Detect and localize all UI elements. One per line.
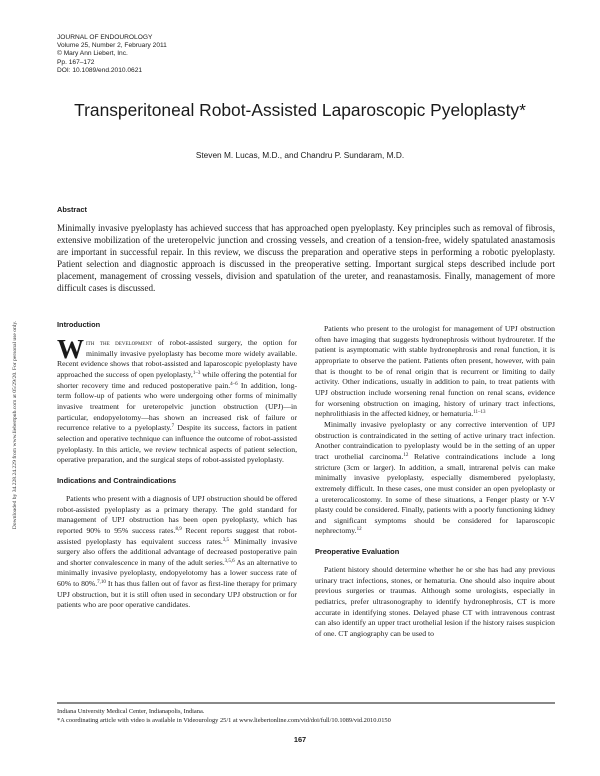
introduction-paragraph: With the development of robot-assisted surgery, the option for minimally invasive pyeloplasty has become more widely available. Recent evidence shows that robot-assisted and laparoscopic pyeloplasty have approached the success of open pyeloplasty,$^{1-3}$ while offering the potential for shorter recovery time and reduced postoperative pain.$^{4-6}$ In addition, long-term follow-up of patients who were undergoing other forms of minimally invasive treatment for ureteropelvic junction obstruction (UPJ)—in particular, endopyelotomy—has shown an increased risk of failure or recurrence relative to a pyeloplasty.$^7$ Despite its success, factors in patient selection and operative technique can influence the outcome of robot-assisted pyeloplasty. In this article, we review technical aspects of patient selection, operative preparation, and the surgical steps of robot-assisted pyeloplasty. bbox=[57, 334, 298, 465]
journal-name: JOURNAL OF ENDOUROLOGY bbox=[57, 34, 153, 41]
left-column bbox=[57, 320, 297, 611]
preoperative-paragraph: Patient history should determine whether he or she has had any previous urinary tract infections, stones, or hematuria. One should also inquire about previous surgeries or traumas. Although some urologists, especially in pediatrics, prefer ultrasonography to identify hydronephrosis, CT is more accurate in identifying stones. Delayed phase CT with intravenous contrast can also identify an upper tract urothelial lesion if the history raises suspicion of one. CT angiography can be used to bbox=[315, 565, 555, 639]
citation-superscript: 11–13 bbox=[473, 410, 486, 416]
download-note: Downloaded by 34.228.24.229 from www.liebertpub.com at 05/29/20. For personal use only. bbox=[12, 320, 18, 530]
journal-doi: DOI: 10.1089/end.2010.0621 bbox=[57, 66, 143, 74]
right-column bbox=[315, 320, 555, 640]
journal-info bbox=[57, 34, 167, 75]
footnote-divider bbox=[57, 702, 555, 704]
journal-volume: Volume 25, Number 2, February 2011 bbox=[57, 42, 167, 50]
citation-superscript: 7 bbox=[171, 424, 175, 430]
abstract-heading: Abstract bbox=[57, 205, 87, 214]
contraindications-paragraph: Minimally invasive pyeloplasty or any corrective intervention of UPJ obstruction is contraindicated in the setting of active urinary tract infection. Another contraindication to pyeloplasty would be in the setting of an upper tract urothelial carcinoma.$^{12}$ Relative contraindications include a long stricture (3cm or larger). In addition, a small, intrarenal pelvis can make minimally invasive pyeloplasty, especially dismembered pyeloplasty, extremely difficult. In these cases, one must consider an open pyeloplasty or a ureterocalicostomy. In some of these situations, a Fenger plasty or Y-V plasty could be considered. Finally, patients with a poorly functioning kidney and significant symptoms should be considered for laparoscopic nephrectomy.$^{12}$ bbox=[315, 419, 555, 536]
citation-superscript: 12 bbox=[403, 452, 409, 458]
preoperative-heading: Preoperative Evaluation bbox=[315, 547, 400, 557]
journal-copyright: © Mary Ann Liebert, Inc. bbox=[57, 50, 128, 58]
citation-superscript: 8,9 bbox=[175, 526, 182, 532]
drop-cap: W bbox=[57, 334, 84, 364]
introduction-heading: Introduction bbox=[57, 320, 101, 329]
footnotes bbox=[57, 707, 391, 725]
citation-superscript: 1–3 bbox=[192, 370, 201, 376]
indications-paragraph: Patients who present with a diagnosis of UPJ obstruction should be offered robot-assisted pyeloplasty as a primary therapy. The gold standard for management of UPJ obstruction has been open pyeloplasty, which has reported 90% to 95% success rates.$^{8,9}$ Recent reports suggest that robot-assisted pyeloplasty has equivalent success rates.$^{3,5}$ Minimally invasive surgery also offers the additional advantage of decreased postoperative pain and shorter convalescence in many of the adult series.$^{3,5,6}$ As an alternative to minimally invasive pyeloplasty, endopyelotomy has a lower success rate of 60% to 80%.$^{7,10}$ It has thus fallen out of favor as first-line therapy for primary UPJ obstruction, but it is still often used in secondary UPJ obstruction or for patients who are poor operative candidates. bbox=[57, 493, 298, 610]
article-authors: Steven M. Lucas, M.D., and Chandru P. Sundaram, M.D. bbox=[195, 150, 405, 160]
citation-superscript: 3,5,6 bbox=[224, 558, 235, 564]
citation-superscript: 12 bbox=[356, 527, 362, 533]
intro-small-caps: ith the development bbox=[86, 338, 153, 347]
indications-heading: Indications and Contraindications bbox=[57, 475, 177, 485]
video-footnote: *A coordinating article with video is available in Videourology 25/1 at www.liebertonline.com/vid/doi/full/10.1089/vid.2010.0150 bbox=[57, 717, 391, 724]
citation-superscript: 3,5 bbox=[222, 537, 230, 543]
article-title: Transperitoneal Robot-Assisted Laparoscopic Pyeloplasty* bbox=[74, 100, 526, 120]
citation-superscript: 4–6 bbox=[230, 381, 238, 387]
patients-paragraph: Patients who present to the urologist for management of UPJ obstruction often have imaging that suggests hydronephrosis without hydroureter. If the patient is asymptomatic with stable hydronephrosis and renal function, it is appropriate to observe the patient. Patients often present, however, with pain that is thought to be of renal origin that is recurrent or limiting to daily activity. Other indications, usually in addition to pain, to treat patients with UPJ obstruction include worsening renal function on renal scans, evidence for worsening obstruction on imaging, history of urinary tract infections, nephrolithiasis in the affected kidney, or hematuria.$^{11-13}$ bbox=[315, 324, 555, 419]
abstract-text: Minimally invasive pyeloplasty has achieved success that has approached open pyeloplasty. Key principles such as removal of fibrosis, extensive mobilization of the ureteropelvic junction and crossing vessels, and creation of a tension-free, widely spatulated anastamosis are important in successful repair. In this review, we discuss the preparation and operative steps in performing a robotic pyeloplasty. Patient selection and diagnostic approach is discussed in the preoperative setting. Important surgical steps described include port placement, management of crossing vessels, division and spatulation of the ureter, and reanastamosis. Finally, management of more difficult cases is discussed. bbox=[57, 223, 555, 294]
page-number: 167 bbox=[293, 735, 307, 744]
citation-superscript: 7,10 bbox=[97, 580, 106, 586]
affiliation-footnote: Indiana University Medical Center, Indianapolis, Indiana. bbox=[57, 708, 205, 715]
journal-pages: Pp. 167–172 bbox=[57, 58, 95, 66]
